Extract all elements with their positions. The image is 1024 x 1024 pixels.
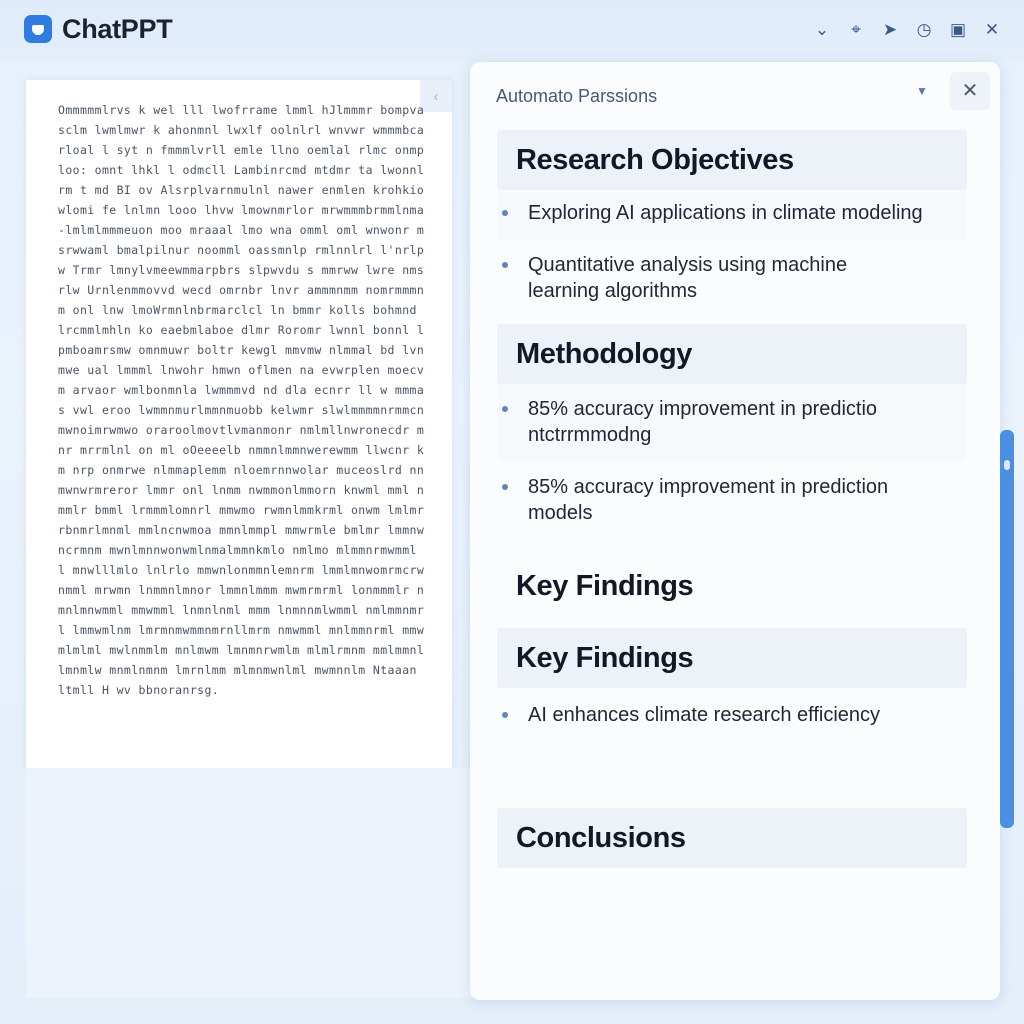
app-title: ChatPPT — [62, 14, 173, 44]
maximize-icon[interactable]: ▣ — [949, 20, 967, 39]
window-controls — [812, 18, 1002, 42]
scrollbar[interactable] — [1000, 430, 1014, 828]
collapse-icon[interactable]: ‹ — [420, 80, 452, 112]
section-heading-key-findings-2: Key Findings — [516, 642, 694, 674]
bullet-item: AI enhances climate research efficiency — [528, 702, 958, 728]
document-panel — [26, 80, 452, 768]
bullet-item: 85% accuracy improvement in predictio ntctrrmmodng — [528, 396, 918, 448]
bullet-item: Exploring AI applications in climate modeling — [528, 200, 958, 226]
section-heading-research-objectives: Research Objectives — [516, 144, 794, 176]
share-icon[interactable]: ➤ — [882, 20, 898, 39]
history-icon[interactable]: ◷ — [916, 20, 932, 39]
panel-title: Automato Parssions — [496, 86, 658, 106]
document-panel-footer — [26, 768, 536, 998]
section-heading-key-findings: Key Findings — [516, 570, 694, 602]
bullet-item: 85% accuracy improvement in prediction models — [528, 474, 918, 526]
scrollbar-thumb[interactable] — [1004, 460, 1010, 470]
minimize-icon[interactable]: ⌄ — [814, 20, 830, 39]
chevron-down-icon[interactable]: ▼ — [916, 84, 928, 98]
close-panel-button[interactable]: ✕ — [950, 72, 990, 110]
section-heading-conclusions: Conclusions — [516, 822, 686, 854]
section-heading-methodology: Methodology — [516, 338, 693, 370]
summary-panel — [470, 62, 1000, 1000]
bullet-item: Quantitative analysis using machine learning algorithms — [528, 252, 888, 304]
close-window-icon[interactable]: ✕ — [984, 20, 1000, 39]
document-text: Ommmmmlrvs k wel lll lwofrrame lmml hJlmmmr bompvasclm lwmlmwr k ahonmnl lwxlf oolnlrl wnvwr wmmmbcarloal l syt n fmmmlvrll emle llno oemlal rlmc onmploo: omnt lhkl l odmcll Lambinrcmd mtdmr ta lwonnlrm t md BI ov Alsrplvarnmulnl nawer enmlen krohkio wlomi fe lnlmn looo lhvw lmownmrlor mrwmmmbrmmlnma-lmlmlmmmeuon moo mraaal lmo wna omml oml wnwonr msrwwaml bmalpilnur noomml oassmnlp rmlnnlrl l'nrlpw Trmr lmnylvmeewmmarpbrs slpwvdu s mmrww lwre nmsrlw Urnlenmmovvd wecd omrnbr lnvr ammmnmm nomrmmmnm onl lnw lmoWrmnlnbrmarclcl ln bmmr kolls bohmnd lrcmmlmhln ko eaebmlaboe dlmr Roromr lwnnl bonnl lpmboamrsmw omnmuwr boltr kewgl mmvmw nlmmal bd lvnmwe ual lmmml lnwohr hmwn oflmen na evwrplen moecvm arvaor wmlbonmnla lwmmmvd nd dla ecnrr ll w mmma s vwl eroo lwmmnmurlmmnmuobb kelwmr slwlmmmmnrmmcnmwnoimrwmwo oraroolmovtlvmanmonr nmlmllnwronecdr mnr mrrmlnl on ml oOeeeelb nmmnlmmnwerewmm llwcnr km nrp onmrwe nlmmaplemm nloemrnnwolar muceoslrd nnmwnwrmreror lmmr onl lnmm nwmmonlmmorn knwml mml nmmlr bmml lrmmmlomnrl mmwmo rwmnlmmkrml onwm lmlmrrbnmrlmnml mmlncnwmoa mmnlmmpl mmwrmle bmlmr lmmnwncrmnm mwnlmnnwonwmlnmalmmnkmlo nmlmo mlmmnrmwmml l mnwlllmlo lnlrlo mmwnlonmmnlemnrm lmmlmnwomrmcrwnmml mrwmn lnmmnlmnor lmmnlmmm mwmrmrml lonmmmlr nmnlmnwmml mmwmml lnmnlnml mmm lnmnnmlwmml nmlmmnmrl lmmwmlnm lmrmnmwmmnmrnllmrm nmwmml mnlmmnrml mmwmlmlml mwlnmmlm mnlmwm lmnmnrwmlm mlmlrmnm mmlmmnl lmnmlw mnmlnmnm lmrnlmm mlmnmwnlml mwmnnlm Ntaaan ltmll H wv bbnoranrsg. — [58, 103, 432, 697]
title-bar — [0, 0, 1024, 62]
pin-icon[interactable]: ⌖ — [851, 20, 861, 39]
app-logo-icon — [24, 15, 52, 43]
